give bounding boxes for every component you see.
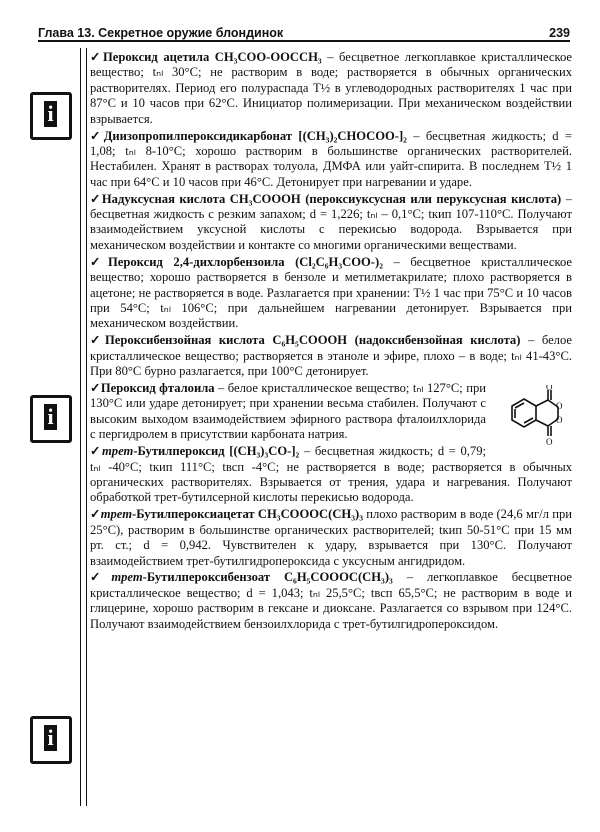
check-mark-icon: ✓ bbox=[90, 570, 112, 585]
entry-text: плохо растворим в воде (24,6 мг/л при 25°С), растворим в большинстве органических растворителей; tкип 50-51°С при 15 мм рт. ст.; d = 0,942. Чувствителен к удару, взрывается при 130°С. Получают взаимодействием трет-бутилгидропероксида с уксусным ангидридом. bbox=[90, 507, 572, 568]
svg-text:O: O bbox=[546, 385, 553, 393]
entry-title: -Бутилпероксибензоат C₆H₅COOOC(CH₃)₃ bbox=[142, 570, 393, 585]
check-mark-icon: ✓ bbox=[90, 50, 103, 64]
svg-text:O: O bbox=[546, 437, 553, 448]
check-mark-icon: ✓ bbox=[90, 254, 108, 269]
page-header bbox=[38, 22, 570, 42]
entry-peroxybenzoic-acid bbox=[90, 333, 572, 379]
entry-dichlorobenzoyl-peroxide bbox=[90, 255, 572, 332]
page-number: 239 bbox=[549, 26, 570, 40]
entry-phthaloyl-peroxide bbox=[90, 381, 572, 448]
entry-text: – белое кристаллическое вещество; tₙₗ 127°С; при 130°С или ударе детонирует; при хранении весьма стабилен. Получают с высоким выходом взаимодействием эфирного раствора фталоилхлорида с пергидролем в присутствии карбоната натрия. bbox=[90, 381, 486, 442]
entry-text: – бесцветная жидкость с резким запахом; d = 1,226; tₙₗ – 0,1°С; tкип 107-110°С. Получают взаимодействием уксусной кислоты с перекисью водорода. Взрывается при механическом воздействии и контакте со многими органическими веществами. bbox=[90, 191, 572, 252]
check-mark-icon: ✓ bbox=[90, 444, 103, 459]
check-mark-icon: ✓ bbox=[90, 191, 102, 206]
svg-text:O: O bbox=[556, 415, 563, 426]
check-mark-icon: ✓ bbox=[90, 507, 101, 522]
entry-title: -Бутилпероксиацетат CH₃COOOC(CH₃)₃ bbox=[132, 507, 363, 522]
entry-tert-butyl-peroxybenzoate bbox=[90, 570, 572, 632]
info-icon: i bbox=[30, 716, 72, 764]
entry-acetyl-peroxide bbox=[90, 50, 572, 127]
entry-text: – бесцветное легкоплавкое кристаллическое вещество; tₙₗ 30°С; не растворим в воде; растворяется в обычных органических растворителях. Период его полураспада T½ в углеводородных растворителях 1 час при 87°С и 10 часов при 62°С. Инициатор полимеризации. При механическом воздействии взрывается. bbox=[90, 50, 572, 126]
entry-tert-butyl-peroxyacetate bbox=[90, 507, 572, 569]
entry-title: Надуксусная кислота CH₃COOOH (пероксиуксусная или перуксусная кислота) bbox=[101, 191, 562, 206]
entry-text: – бесцветное кристаллическое вещество; хорошо растворяется в бензоле и метилметакрилате; плохо растворяется в ацетоне; не растворяется в воде. Разлагается при хранении: T½ 1 час при 75°С и 10 часов при 54°С; tₙₗ 106°С; при дальнейшем нагревании детонирует. Взрывается при механическом воздействии. bbox=[90, 254, 572, 331]
margin-rule bbox=[80, 48, 87, 806]
info-icon: i bbox=[30, 92, 72, 140]
entry-diisopropyl-peroxydicarbonate bbox=[90, 129, 572, 191]
entry-title-prefix: трет bbox=[102, 444, 134, 459]
entry-title-prefix: трет bbox=[100, 507, 133, 522]
entry-title: Пероксид 2,4-дихлорбензоила (Cl₂C₆H₃COO-)₂ bbox=[108, 254, 383, 269]
entry-peracetic-acid bbox=[90, 192, 572, 254]
entry-title: -Бутилпероксид [(CH₃)₃CO-]₂ bbox=[133, 444, 300, 459]
entry-text: – легкоплавкое бесцветное кристаллическое вещество; d = 1,043; tₙₗ 25,5°С; tвсп 65,5°С; не растворим в воде и глицерине, хорошо растворим в гексане и диоксане. Разлагается со взрывом при 124°С. Получают взаимодействием бензоилхлорида с трет-бутилгидропероксидом. bbox=[90, 570, 572, 631]
entry-title: Пероксид ацетила CH₃COO-OOCCH₃ bbox=[102, 50, 322, 64]
entry-title-prefix: трет bbox=[111, 570, 143, 585]
entry-text: – бесцветная жидкость; d = 0,79; tₙₗ -40°С; tкип 111°С; tвсп -4°С; не растворяется в воде; растворяется в обычных органических растворителях. Взрывается от трения, удара и нагревания. Получают обработкой трет-бутилсерной кислоты перекисью водорода. bbox=[90, 444, 572, 505]
entry-text: – белое кристаллическое вещество; растворяется в этаноле и эфире, плохо – в воде; tₙₗ 41-43°С. При 80°С бурно разлагается, при 100°С детонирует. bbox=[90, 333, 573, 379]
check-mark-icon: ✓ bbox=[90, 381, 101, 396]
check-mark-icon: ✓ bbox=[90, 333, 105, 348]
info-icon: i bbox=[30, 395, 72, 443]
svg-text:O: O bbox=[556, 401, 563, 412]
entry-text: – бесцветная жидкость; d = 1,08; tₙₗ 8-10°С; хорошо растворим в большинстве органических растворителей. Нестабилен. Хранят в растворах толуола, ДМФА или уайт-спирита. В последнем T½ 1 час при 64°С и 10 часов при 46°С. Детонирует при нагревании и ударе. bbox=[90, 128, 572, 189]
entry-title: Пероксибензойная кислота C₆H₅COOOH (надоксибензойная кислота) bbox=[104, 333, 521, 348]
check-mark-icon: ✓ bbox=[90, 128, 104, 143]
entries-list bbox=[90, 50, 572, 634]
entry-title: Пероксид фталоила bbox=[100, 381, 215, 396]
chapter-title: Глава 13. Секретное оружие блондинок bbox=[38, 26, 284, 40]
entry-title: Диизопропилпероксидикарбонат [(CH₃)₂CHOCOO-]₂ bbox=[103, 128, 407, 143]
phthaloyl-peroxide-structure-icon bbox=[494, 385, 572, 459]
